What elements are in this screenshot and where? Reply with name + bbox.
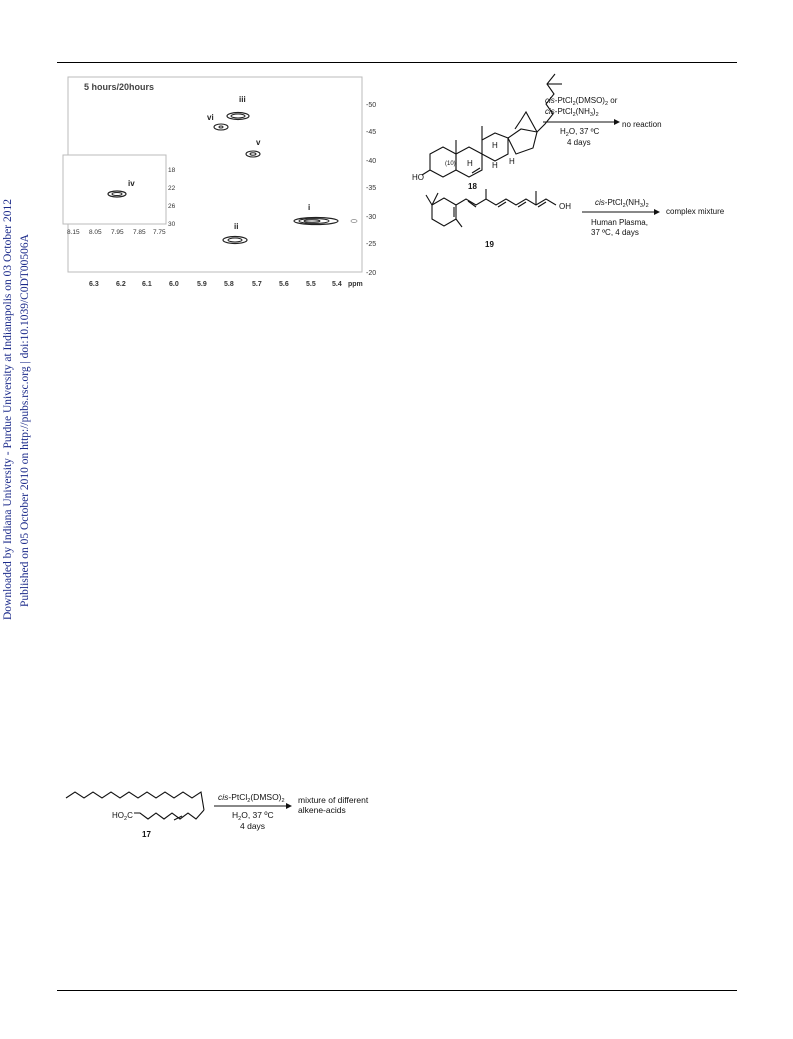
x-tick-label: 5.4 bbox=[332, 281, 342, 288]
compound-number-18: 18 bbox=[468, 182, 477, 191]
reagent-18-line2: cis-$PtCl_2(NH_3)_2$ bbox=[545, 107, 599, 118]
h-label: H bbox=[467, 159, 473, 168]
nmr-label-hours: 5 hours/20hours bbox=[84, 82, 155, 92]
product-18: no reaction bbox=[622, 120, 662, 129]
scheme-18 bbox=[410, 66, 710, 191]
fatty-acid-structure-17 bbox=[66, 792, 204, 820]
scheme-19 bbox=[410, 177, 740, 257]
peak-label-i: i bbox=[308, 203, 311, 212]
product-17-line1: mixture of different bbox=[298, 795, 369, 805]
scheme-17 bbox=[62, 785, 392, 845]
peak-label-v: v bbox=[256, 138, 261, 147]
product-19: complex mixture bbox=[666, 207, 725, 216]
y-tick-label: -50 bbox=[366, 102, 377, 109]
peak-i-contour bbox=[294, 218, 357, 225]
y-tick-label: -40 bbox=[366, 158, 377, 165]
reagent-18-line1: cis-$PtCl_2(DMSO)_2$ or bbox=[545, 96, 618, 107]
reaction-arrow-17 bbox=[214, 803, 292, 809]
x-tick-label: 5.6 bbox=[279, 281, 289, 288]
published-line: Published on 05 October 2010 on http://pubs.rsc.org | doi:10.1039/C0DT00506A bbox=[19, 234, 31, 607]
condition-18-line1: $H_2O$, 37 ºC bbox=[560, 127, 600, 138]
peak-ii-contour bbox=[223, 237, 247, 244]
reaction-arrow-19 bbox=[582, 209, 660, 215]
oh-label-19: OH bbox=[559, 202, 571, 211]
condition-19-line2: 37 ºC, 4 days bbox=[591, 228, 639, 237]
x-tick-label: 5.8 bbox=[224, 281, 234, 288]
h-label: H bbox=[492, 141, 498, 150]
y-tick-label: -45 bbox=[366, 129, 377, 136]
peak-label-iii: iii bbox=[239, 95, 246, 104]
inset-x-tick: 7.75 bbox=[153, 229, 166, 236]
product-17-line2: alkene-acids bbox=[298, 805, 346, 815]
reagent-19: cis-$PtCl_2(NH_3)_2$ bbox=[595, 198, 649, 209]
peak-label-iv: iv bbox=[128, 179, 135, 188]
y-tick-label: -20 bbox=[366, 270, 377, 277]
h-label: H bbox=[509, 157, 515, 166]
h-label: H bbox=[492, 161, 498, 170]
nmr-x-axis bbox=[89, 281, 363, 288]
peak-iii-contour bbox=[227, 113, 249, 120]
inset-x-tick: 8.05 bbox=[89, 229, 102, 236]
peak-label-ii: ii bbox=[234, 222, 239, 231]
y-tick-label: -30 bbox=[366, 214, 377, 221]
x-tick-label: 5.5 bbox=[306, 281, 316, 288]
condition-18-line2: 4 days bbox=[567, 138, 591, 147]
c10-label: (10) bbox=[445, 161, 456, 167]
y-tick-label: -25 bbox=[366, 241, 377, 248]
reagent-17: cis-$PtCl_2(DMSO)_2$ bbox=[218, 792, 285, 804]
condition-19-line1: Human Plasma, bbox=[591, 218, 648, 227]
x-tick-label: 5.7 bbox=[252, 281, 262, 288]
reaction-arrow-18 bbox=[543, 119, 620, 125]
nmr-y-axis bbox=[366, 102, 376, 277]
nmr-spectrum-figure bbox=[62, 72, 382, 302]
retinol-structure-19 bbox=[426, 189, 556, 227]
inset-x-tick: 7.85 bbox=[133, 229, 146, 236]
x-tick-label: 6.0 bbox=[169, 281, 179, 288]
download-line: Downloaded by Indiana University - Purdue University at Indianapolis on 03 October 2012 bbox=[2, 199, 14, 620]
condition-17-line1: $H_2O$, 37 ºC bbox=[232, 810, 274, 822]
inset-y-tick: 22 bbox=[168, 185, 176, 192]
download-sidebar bbox=[0, 0, 40, 1039]
inset-x-tick: 8.15 bbox=[67, 229, 80, 236]
inset-y-tick: 26 bbox=[168, 203, 176, 210]
inset-y-tick: 30 bbox=[168, 221, 176, 228]
x-tick-label: 6.2 bbox=[116, 281, 126, 288]
x-unit-label: ppm bbox=[348, 281, 363, 288]
top-rule bbox=[57, 62, 737, 63]
peak-vi-contour bbox=[214, 124, 228, 130]
y-tick-label: -35 bbox=[366, 185, 377, 192]
x-tick-label: 6.3 bbox=[89, 281, 99, 288]
nmr-inset-frame bbox=[63, 155, 166, 224]
x-tick-label: 6.1 bbox=[142, 281, 152, 288]
acid-label-17: $HO_2C$ bbox=[112, 811, 133, 822]
x-tick-label: 5.9 bbox=[197, 281, 207, 288]
inset-x-tick: 7.95 bbox=[111, 229, 124, 236]
condition-17-line2: 4 days bbox=[240, 821, 266, 831]
compound-number-17: 17 bbox=[142, 830, 151, 839]
inset-y-tick: 18 bbox=[168, 167, 176, 174]
ho-label-18: HO bbox=[412, 173, 424, 182]
peak-v-contour bbox=[246, 151, 260, 157]
compound-number-19: 19 bbox=[485, 240, 494, 249]
bottom-rule bbox=[57, 990, 737, 991]
peak-label-vi: vi bbox=[207, 113, 214, 122]
